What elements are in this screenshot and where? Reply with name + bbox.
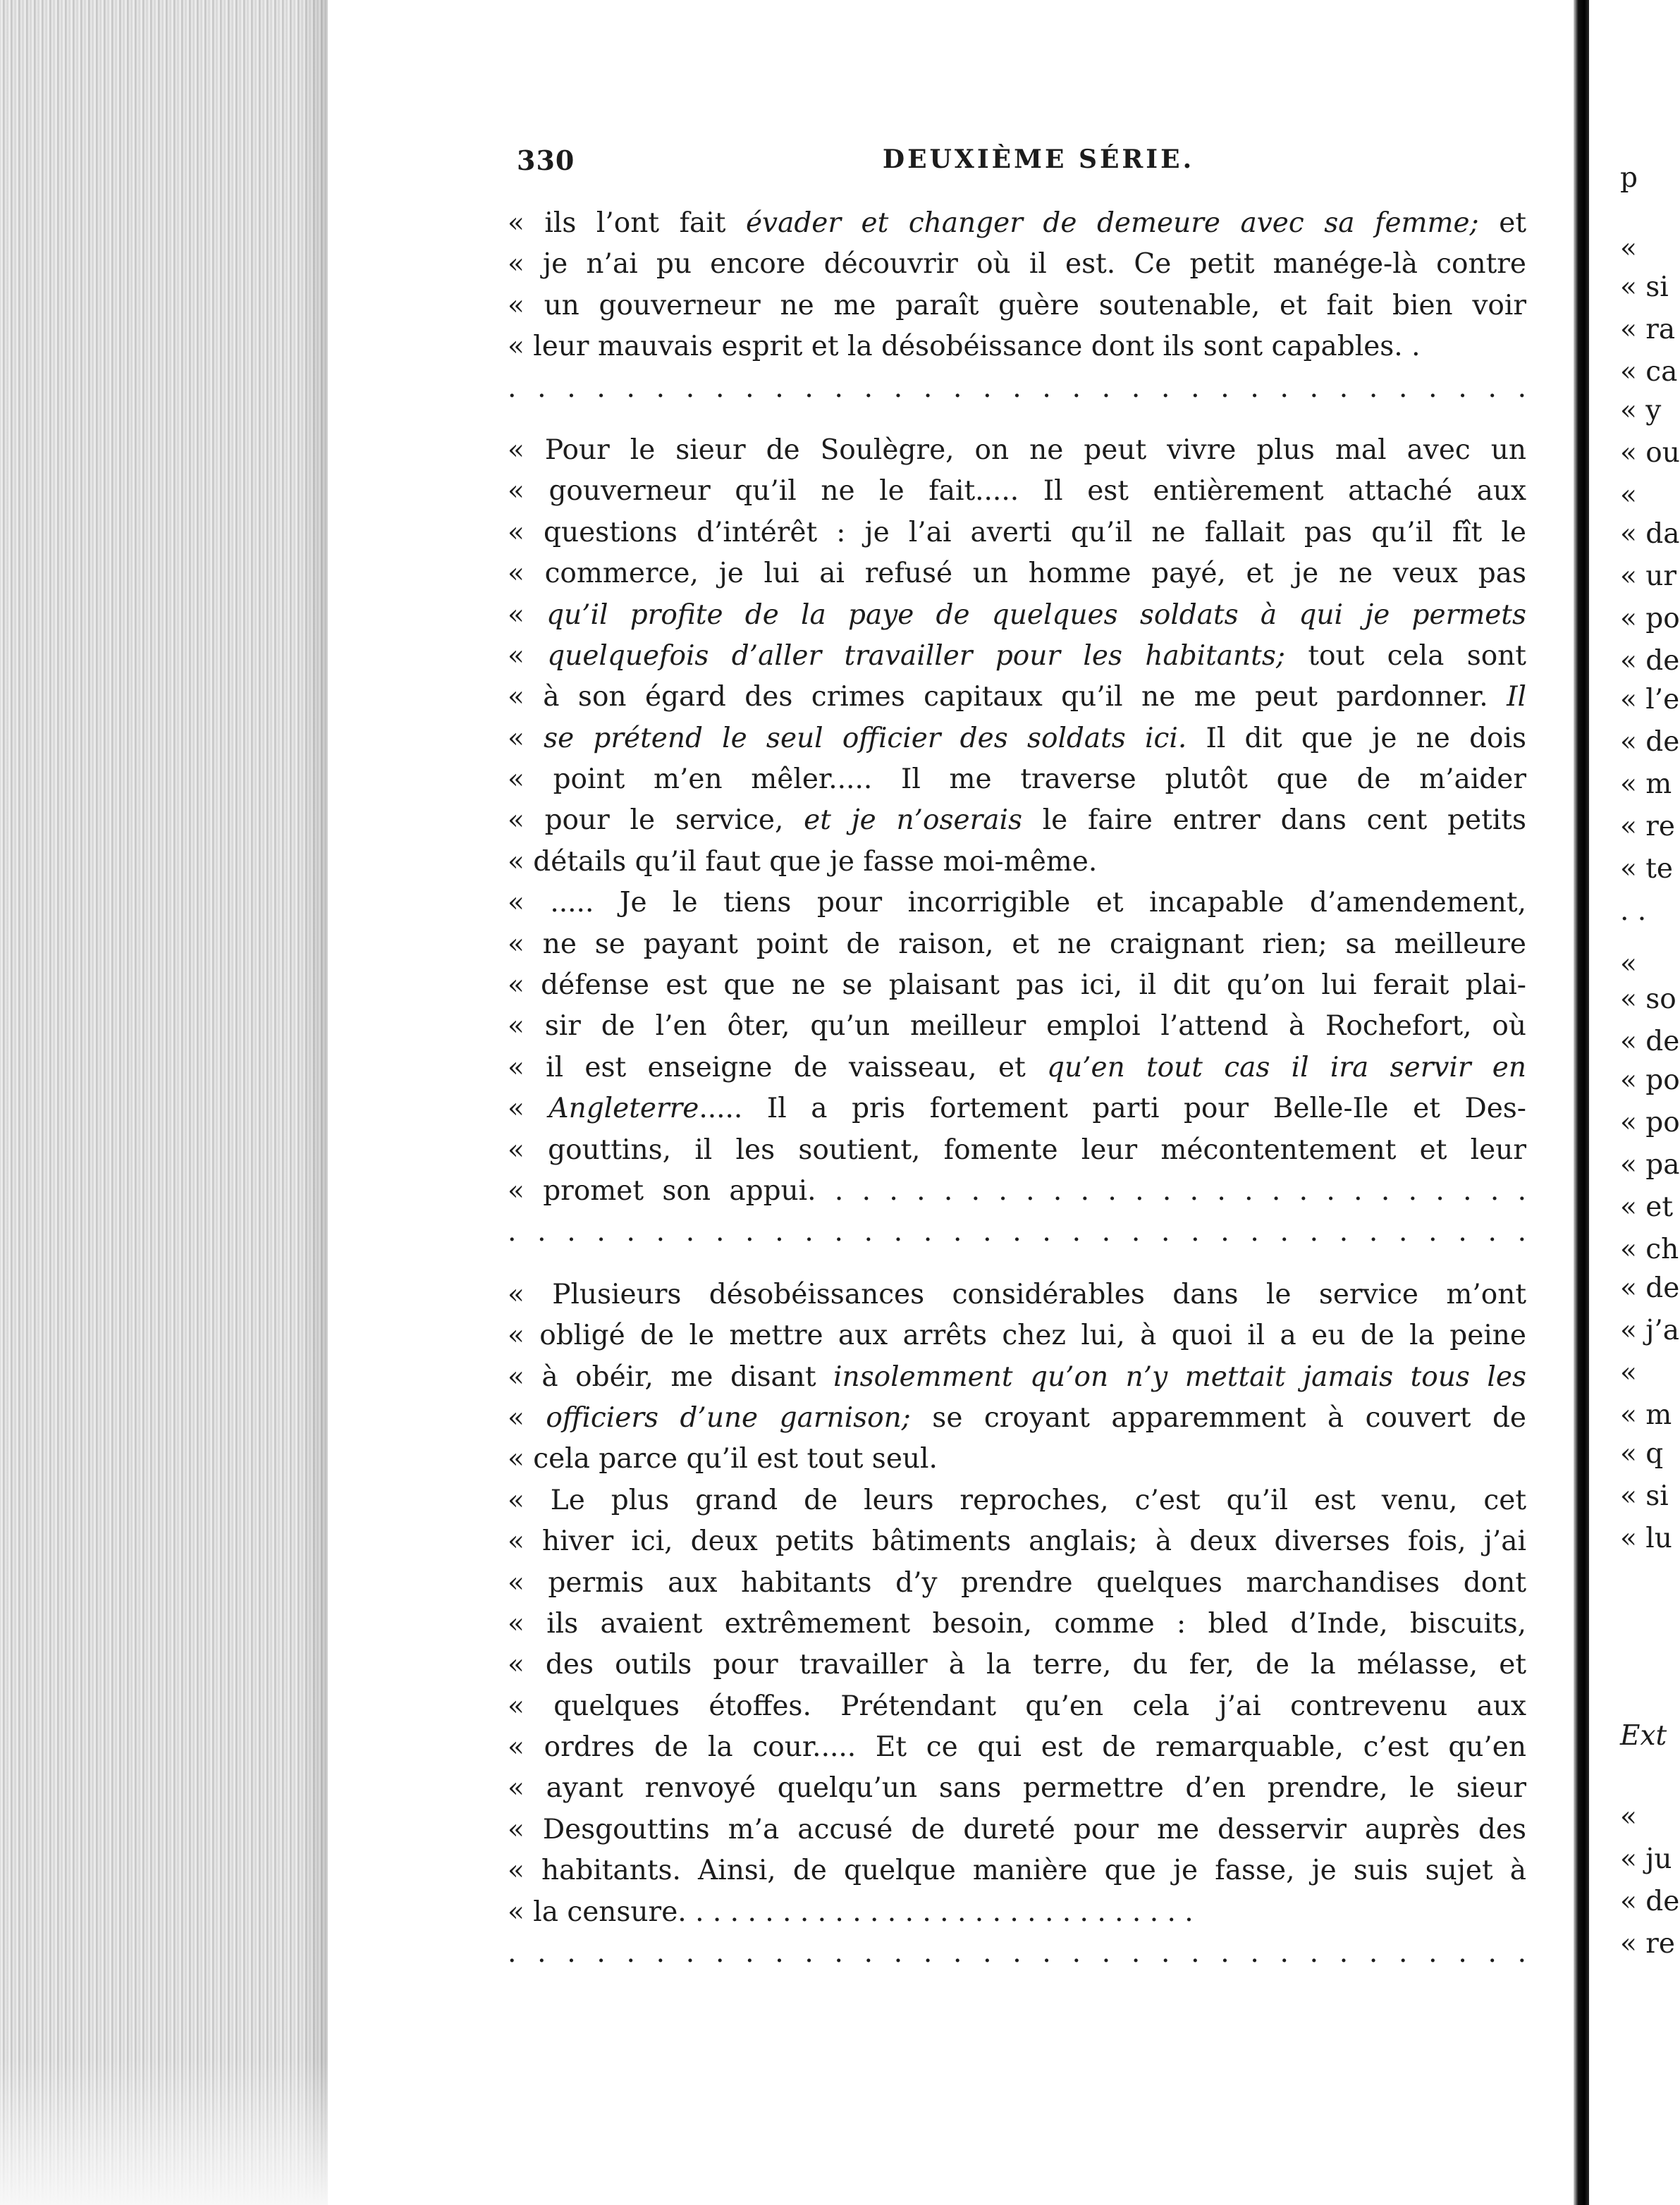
- facing-page-text-fragment: «: [1620, 1801, 1637, 1833]
- facing-page-text-fragment: « re: [1620, 1928, 1675, 1960]
- facing-page-text-fragment: « si: [1620, 1480, 1669, 1512]
- facing-page-text-fragment: «: [1620, 1357, 1637, 1389]
- paragraph-gap: [508, 1253, 1526, 1275]
- text-line: « pour le service, et je n’oserais le faire entrer dans cent petits: [508, 804, 1526, 837]
- facing-page-text-fragment: « m: [1620, 1399, 1672, 1431]
- text-line: « promet son appui. . . . . . . . . . . . . . . . . . . . . . . . . . .: [508, 1174, 1526, 1207]
- text-line: « Plusieurs désobéissances considérables dans le service m’ont: [508, 1278, 1526, 1310]
- book-page: [328, 0, 1574, 2205]
- facing-page-text-fragment: «: [1620, 233, 1637, 264]
- facing-page-text-fragment: «: [1620, 948, 1637, 980]
- text-line: « la censure. . . . . . . . . . . . . . . . . . . . . . . . . . . . . .: [508, 1896, 1194, 1928]
- facing-page-text-fragment: « de: [1620, 1026, 1680, 1057]
- text-line: « à son égard des crimes capitaux qu’il ne me peut pardonner. Il: [508, 681, 1526, 713]
- text-line: « commerce, je lui ai refusé un homme payé, et je ne veux pas: [508, 558, 1526, 590]
- text-line: « des outils pour travailler à la terre, du fer, de la mélasse, et: [508, 1649, 1526, 1681]
- text-line: . . . . . . . . . . . . . . . . . . . . . . . . . . . . . . . . . . .: [508, 371, 1526, 404]
- text-line: « sir de l’en ôter, qu’un meilleur emploi l’attend à Rochefort, où: [508, 1010, 1526, 1043]
- facing-page-text-fragment: « te: [1620, 853, 1674, 885]
- facing-page-text-fragment: « m: [1620, 768, 1672, 800]
- book-gutter: [1574, 0, 1589, 2205]
- facing-page-text-fragment: « de: [1620, 1272, 1680, 1304]
- text-line: « questions d’intérêt : je l’ai averti qu’il ne fallait pas qu’il fît le: [508, 516, 1526, 548]
- facing-page-text-fragment: « ch: [1620, 1234, 1679, 1265]
- facing-page-text-fragment: « po: [1620, 1064, 1680, 1096]
- facing-page-text-fragment: « ra: [1620, 314, 1676, 345]
- facing-page-text-fragment: « de: [1620, 1886, 1680, 1917]
- facing-page-text-fragment: « lu: [1620, 1523, 1672, 1554]
- text-line: « officiers d’une garnison; se croyant apparemment à couvert de: [508, 1401, 1526, 1434]
- facing-page-fragment: [1589, 0, 1680, 2205]
- text-line: « cela parce qu’il est tout seul.: [508, 1443, 938, 1475]
- facing-page-text-fragment: « de: [1620, 645, 1680, 677]
- facing-page-text-fragment: «: [1620, 479, 1637, 511]
- facing-page-text-fragment: « pa: [1620, 1149, 1680, 1181]
- facing-page-text-fragment: « q: [1620, 1438, 1664, 1470]
- text-line: « Desgouttins m’a accusé de dureté pour me desservir auprès des: [508, 1813, 1526, 1845]
- facing-page-text-fragment: « po: [1620, 603, 1680, 634]
- facing-page-text-fragment: « ou: [1620, 437, 1680, 469]
- facing-page-text-fragment: « so: [1620, 983, 1676, 1015]
- facing-page-text-fragment: « l’e: [1620, 684, 1680, 715]
- text-line: « défense est que ne se plaisant pas ici, il dit qu’on lui ferait plai-: [508, 969, 1526, 1002]
- text-line: « gouverneur qu’il ne le fait..... Il est entièrement attaché aux: [508, 475, 1526, 508]
- text-line: « leur mauvais esprit et la désobéissance dont ils sont capables. .: [508, 331, 1421, 363]
- facing-page-text-fragment: « po: [1620, 1107, 1680, 1138]
- text-line: « gouttins, il les soutient, fomente leur mécontentement et leur: [508, 1134, 1526, 1166]
- facing-page-text-fragment: « de: [1620, 726, 1680, 758]
- facing-page-text-fragment: « ur: [1620, 560, 1677, 592]
- text-line: « ordres de la cour..... Et ce qui est de remarquable, c’est qu’en: [508, 1731, 1526, 1764]
- text-line: « Le plus grand de leurs reproches, c’est qu’il est venu, cet: [508, 1484, 1526, 1516]
- facing-page-text-fragment: « si: [1620, 271, 1669, 303]
- facing-page-text-fragment: p: [1620, 162, 1638, 194]
- facing-page-text-fragment: Ext: [1620, 1720, 1667, 1752]
- text-line: . . . . . . . . . . . . . . . . . . . . . . . . . . . . . . . . . . .: [508, 1937, 1526, 1970]
- facing-page-text-fragment: « j’a: [1620, 1315, 1679, 1346]
- text-line: « permis aux habitants d’y prendre quelques marchandises dont: [508, 1566, 1526, 1599]
- text-line: « ayant renvoyé quelqu’un sans permettre d’en prendre, le sieur: [508, 1772, 1526, 1805]
- facing-page-text-fragment: « re: [1620, 811, 1675, 842]
- text-line: « détails qu’il faut que je fasse moi-même.: [508, 845, 1098, 878]
- text-line: « point m’en mêler..... Il me traverse plutôt que de m’aider: [508, 763, 1526, 796]
- text-line: « à obéir, me disant insolemment qu’on n’y mettait jamais tous les: [508, 1361, 1526, 1393]
- text-line: « Angleterre..... Il a pris fortement parti pour Belle-Ile et Des-: [508, 1093, 1526, 1125]
- text-line: « qu’il profite de la paye de quelques soldats à qui je permets: [508, 598, 1526, 631]
- page-header: [517, 145, 1560, 187]
- page-number: 330: [517, 145, 575, 176]
- text-line: « quelquefois d’aller travailler pour les habitants; tout cela sont: [508, 639, 1526, 672]
- text-line: « ne se payant point de raison, et ne craignant rien; sa meilleure: [508, 928, 1526, 960]
- running-title: DEUXIÈME SÉRIE.: [882, 145, 1195, 174]
- text-line: « je n’ai pu encore découvrir où il est. Ce petit manége-là contre: [508, 248, 1526, 281]
- text-line: « ..... Je le tiens pour incorrigible et incapable d’amendement,: [508, 887, 1526, 919]
- text-line: « obligé de le mettre aux arrêts chez lui, à quoi il a eu de la peine: [508, 1320, 1526, 1352]
- text-line: « ils avaient extrêmement besoin, comme : bled d’Inde, biscuits,: [508, 1607, 1526, 1640]
- text-line: « se prétend le seul officier des soldats ici. Il dit que je ne dois: [508, 722, 1527, 754]
- facing-page-text-fragment: « ju: [1620, 1843, 1672, 1875]
- text-line: « hiver ici, deux petits bâtiments anglais; à deux diverses fois, j’ai: [508, 1525, 1526, 1558]
- book-page-edges: [0, 0, 328, 2205]
- facing-page-text-fragment: « et: [1620, 1191, 1674, 1223]
- facing-page-text-fragment: « ca: [1620, 356, 1678, 388]
- facing-page-text-fragment: . .: [1620, 895, 1647, 927]
- facing-page-text-fragment: « y: [1620, 395, 1662, 426]
- text-block: [508, 203, 1526, 1974]
- text-line: « un gouverneur ne me paraît guère soutenable, et fait bien voir: [508, 289, 1526, 321]
- text-line: « habitants. Ainsi, de quelque manière que je fasse, je suis sujet à: [508, 1855, 1526, 1887]
- text-line: « Pour le sieur de Soulègre, on ne peut vivre plus mal avec un: [508, 434, 1526, 466]
- text-line: . . . . . . . . . . . . . . . . . . . . . . . . . . . . . . . . . . .: [508, 1216, 1526, 1248]
- paragraph-gap: [508, 409, 1526, 430]
- text-line: « il est enseigne de vaisseau, et qu’en tout cas il ira servir en: [508, 1051, 1526, 1083]
- text-line: « quelques étoffes. Prétendant qu’en cela j’ai contrevenu aux: [508, 1690, 1526, 1722]
- text-line: « ils l’ont fait évader et changer de demeure avec sa femme; et: [508, 207, 1526, 239]
- edge-shadow: [0, 2058, 328, 2205]
- facing-page-text-fragment: « da: [1620, 518, 1680, 550]
